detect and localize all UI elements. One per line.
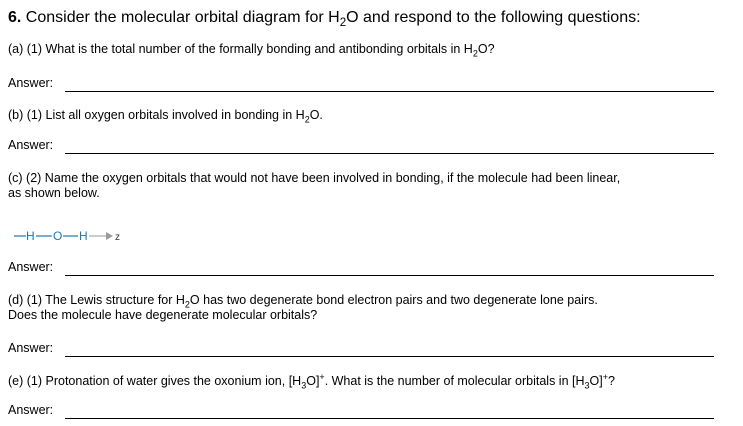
question-number: 6. <box>8 9 22 26</box>
question-d-text: (d) (1) The Lewis structure for $H_2O$ has two degenerate bond electron pairs and two degenerate lone pairs. Does the molecule have degenerate molecular orbitals? <box>8 293 598 322</box>
linear-molecule-diagram <box>14 226 134 246</box>
answer-line <box>65 356 714 357</box>
answer-c[interactable] <box>8 260 714 278</box>
answer-label: Answer: <box>8 260 54 274</box>
answer-label: Answer: <box>8 403 54 417</box>
atom-h-right: H <box>79 229 88 243</box>
answer-d[interactable] <box>8 341 714 359</box>
answer-e[interactable] <box>8 403 714 421</box>
answer-label: Answer: <box>8 138 54 152</box>
answer-line <box>65 91 714 92</box>
question-title: 6. Consider the molecular orbital diagram for $H_2O$ and respond to the following questions: <box>8 9 641 30</box>
answer-b[interactable] <box>8 138 714 156</box>
question-a-text: (a) (1) What is the total number of the formally bonding and antibonding orbitals in $H_2O$? <box>8 42 495 59</box>
answer-label: Answer: <box>8 76 54 90</box>
answer-line <box>65 418 714 419</box>
answer-a[interactable] <box>8 76 714 94</box>
z-axis-label: z <box>115 232 120 243</box>
answer-line <box>65 275 714 276</box>
question-c-text: (c) (2) Name the oxygen orbitals that would not have been involved in bonding, if the molecule had been linear, as shown below. <box>8 171 621 200</box>
molecule-svg <box>14 226 134 246</box>
answer-label: Answer: <box>8 341 54 355</box>
question-e-text: (e) (1) Protonation of water gives the oxonium ion, $[H_3O]^+$. What is the number of molecular orbitals in $[H_3O]^+$? <box>8 371 615 391</box>
atom-h-left: H <box>26 229 35 243</box>
z-axis-arrow-icon <box>106 232 113 240</box>
answer-line <box>65 153 714 154</box>
atom-o: O <box>53 229 63 243</box>
question-b-text: (b) (1) List all oxygen orbitals involved in bonding in $H_2O$. <box>8 108 323 125</box>
